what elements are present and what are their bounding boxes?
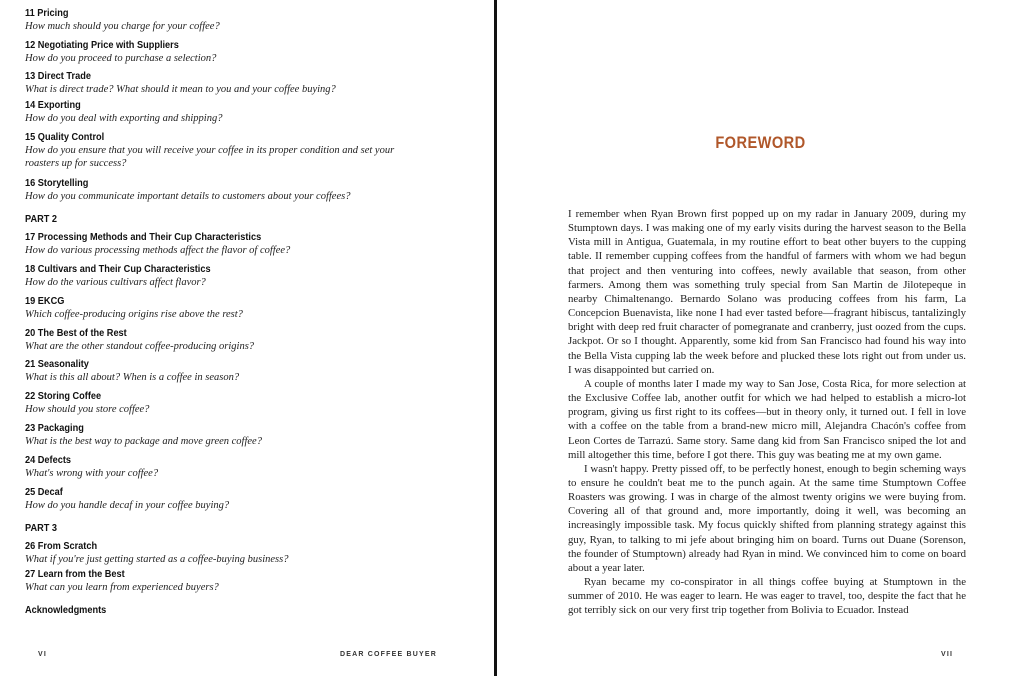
- foreword-paragraph: Ryan became my co-conspirator in all things coffee buying at Stumptown in the summer of 2010. He was eager to learn. He was eager to travel, too, despite the fact that he got terribly sick on our very first trip together from Bolivia to Ecuador. Instead: [568, 576, 966, 617]
- toc-entry-subtitle: How do you handle decaf in your coffee buying?: [25, 500, 230, 511]
- toc-entry: [25, 177, 480, 213]
- toc-entry: [25, 231, 480, 263]
- foreword-paragraph: I wasn't happy. Pretty pissed off, to be perfectly honest, enough to begin scheming ways to ensure he couldn't beat me to the punch again. At the same time Stumptown Coffee Roasters was growing. I was in charge of the almost twenty origins we were buying from. Covering all of that ground and, more importantly, doing it well, was becoming an increasingly impossible task. My focus quickly shifted from planning strategy against this guy, Ryan, to talking to mi jefe about bringing him on board. Turns out Duane (Sorenson, the founder of Stumptown) already had Ryan in mind. We convinced him to come on board about a year later.: [568, 462, 966, 574]
- toc-entry-subtitle: What if you're just getting started as a coffee-buying business?: [25, 554, 289, 565]
- toc-entry-title: 12 Negotiating Price with Suppliers: [25, 40, 179, 51]
- toc-entry-title: 17 Processing Methods and Their Cup Characteristics: [25, 232, 262, 243]
- toc-entry-title: 18 Cultivars and Their Cup Characteristics: [25, 264, 211, 275]
- toc-entry-subtitle: What is the best way to package and move green coffee?: [25, 436, 262, 447]
- toc-entry-title: 16 Storytelling: [25, 178, 89, 189]
- running-head: DEAR COFFEE BUYER: [340, 651, 438, 658]
- page-number-left: VI: [38, 651, 48, 658]
- foreword-paragraph: A couple of months later I made my way to San Jose, Costa Rica, for more selection at the Exclusive Coffee lab, another outfit for which we had helped to establish a micro-lot program, giving us first right to its coffees—but in theory only, it turned out. I fell in love with a coffee on the table from a brand-new micro mill, Alejandra Chacón's coffee from Leon Cortes de Tarrazú. Same story. Same dang kid from San Francisco sniped the lot and mill altogether this time, before I got there. This guy was beating me at my own game.: [568, 377, 966, 461]
- left-page: [0, 0, 494, 676]
- part-heading: PART 3: [25, 523, 58, 534]
- toc-entry-title: 24 Defects: [25, 455, 72, 466]
- foreword-body: [568, 207, 966, 618]
- toc-entry: [25, 540, 480, 568]
- toc-entry-title: 23 Packaging: [25, 423, 84, 434]
- toc-entry: [25, 295, 480, 327]
- toc-entry-subtitle: What can you learn from experienced buyers?: [25, 582, 219, 593]
- toc-entry: [25, 263, 480, 295]
- toc-entry-subtitle: How do the various cultivars affect flavor?: [25, 277, 206, 288]
- toc-entry-title: 26 From Scratch: [25, 541, 98, 552]
- toc-entry-subtitle: What are the other standout coffee-producing origins?: [25, 341, 255, 352]
- toc-entry: [25, 422, 480, 454]
- toc-entry: [25, 568, 480, 604]
- toc-entry-subtitle: Which coffee-producing origins rise above the rest?: [25, 309, 243, 320]
- toc-entry-title: 14 Exporting: [25, 100, 81, 111]
- toc-entry-subtitle: How do you ensure that you will receive your coffee in its proper condition and set your roasters up for success?: [25, 145, 395, 169]
- toc-entry-subtitle: How should you store coffee?: [25, 404, 150, 415]
- toc-entry: [25, 327, 480, 358]
- toc-entry: [25, 39, 480, 70]
- toc-entry-subtitle: What is this all about? When is a coffee in season?: [25, 372, 240, 383]
- toc-entry-subtitle: What's wrong with your coffee?: [25, 468, 159, 479]
- toc-entry: [25, 486, 480, 522]
- toc-acknowledgments: Acknowledgments: [25, 605, 107, 616]
- toc-entry-subtitle: How much should you charge for your coffee?: [25, 21, 220, 32]
- toc-entry-subtitle: How do various processing methods affect the flavor of coffee?: [25, 245, 291, 256]
- toc-entry-title: 27 Learn from the Best: [25, 569, 125, 580]
- toc-entry: [25, 454, 480, 486]
- toc-entry-subtitle: How do you proceed to purchase a selection?: [25, 53, 217, 64]
- toc-entry-title: 11 Pricing: [25, 8, 69, 19]
- toc-entry-title: 22 Storing Coffee: [25, 391, 102, 402]
- foreword-paragraph: I remember when Ryan Brown first popped up on my radar in January 2009, during my Stumptown days. I was making one of my early visits during the harvest season to the Bella Vista mill in Antigua, Guatemala, in my routine effort to beat other buyers to the cupping table. II remember cupping coffees from the handful of farmers with whom we had begun that project and then venturing into coffees, newly available that season, from other farmers. Among them was something truly special from San Martin de Jilotepeque in nearby Chimaltenango. Bernardo Solano was producing coffees from his farm, La Concepcion Buenavista, like none I had ever tasted before—fragrant hibiscus, tantalizingly bright with deep red fruit character of pomegranate and cranberry, just oozed from the cups. Jackpot. Or so I thought. Apparently, some kid from San Francisco had found his way into the Bella Vista cupping lab the week before and plucked these lots right out from under us. I was disappointed but carried on.: [568, 208, 966, 376]
- foreword-title: FOREWORD: [715, 133, 806, 152]
- toc-entry: [25, 99, 480, 131]
- table-of-contents: [25, 7, 480, 617]
- toc-entry-title: 13 Direct Trade: [25, 71, 91, 82]
- toc-entry: [25, 131, 415, 177]
- toc-entry-subtitle: How do you communicate important details to customers about your coffees?: [25, 191, 351, 202]
- toc-entry: [25, 390, 480, 422]
- toc-entry-subtitle: What is direct trade? What should it mean to you and your coffee buying?: [25, 84, 336, 95]
- part-heading: PART 2: [25, 214, 58, 225]
- toc-entry: [25, 70, 480, 99]
- toc-entry-title: 19 EKCG: [25, 296, 65, 307]
- toc-entry-title: 25 Decaf: [25, 487, 63, 498]
- toc-entry-title: 21 Seasonality: [25, 359, 89, 370]
- toc-entry: [25, 7, 480, 39]
- right-page: [497, 0, 1024, 676]
- toc-entry-title: 20 The Best of the Rest: [25, 328, 127, 339]
- toc-entry: [25, 358, 480, 390]
- toc-entry-title: 15 Quality Control: [25, 132, 105, 143]
- page-number-right: VII: [941, 651, 954, 658]
- toc-entry-subtitle: How do you deal with exporting and shipping?: [25, 113, 223, 124]
